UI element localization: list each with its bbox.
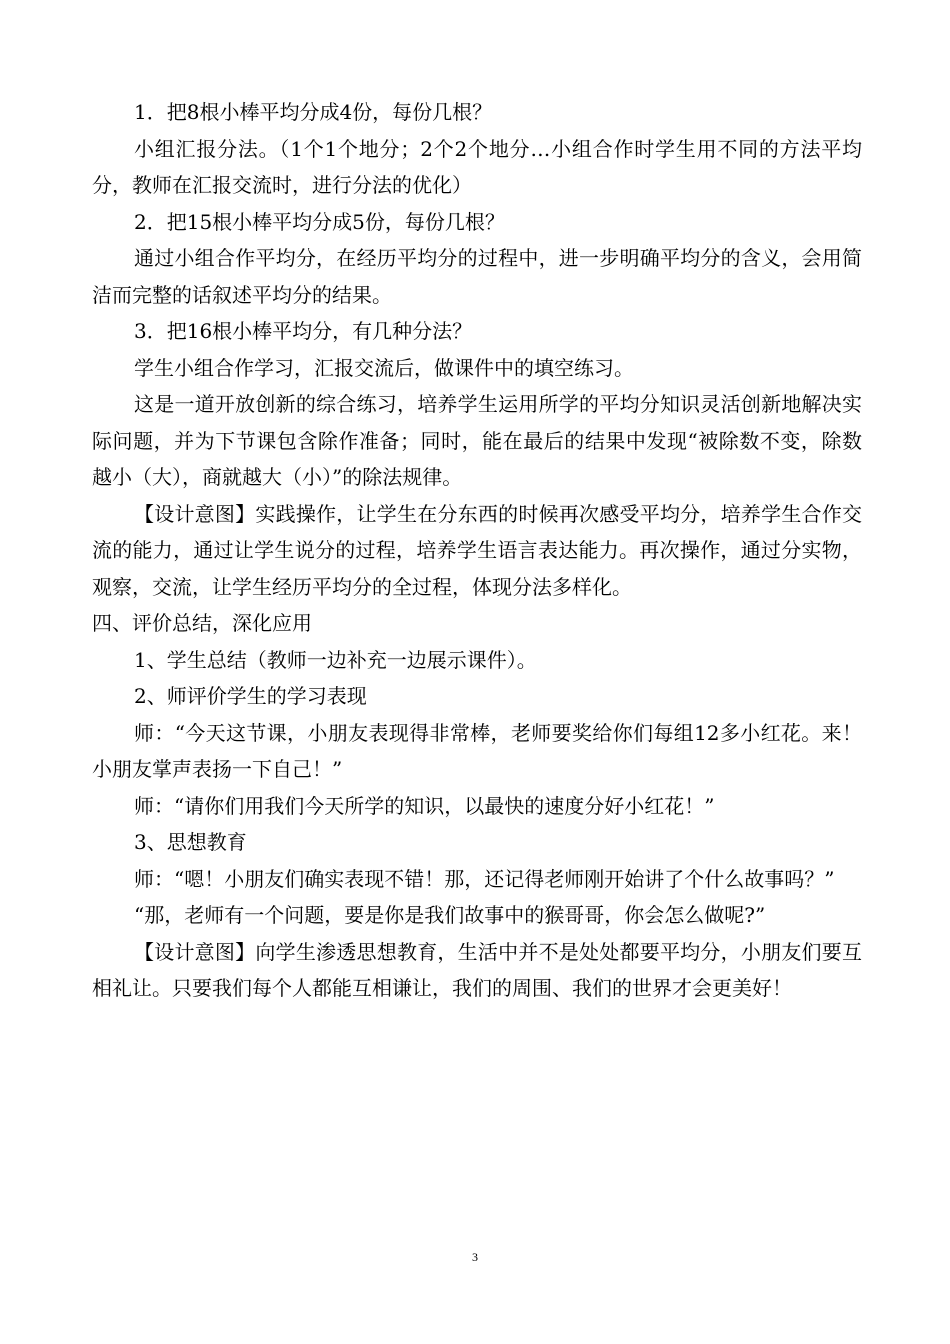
- page-number: 3: [472, 1250, 478, 1264]
- paragraph-7: 这是一道开放创新的综合练习，培养学生运用所学的平均分知识灵活创新地解决实际问题，并为下节课包含除作准备；同时，能在最后的结果中发现“被除数不变，除数越小（大），商就越大（小）”的除法规律。: [92, 392, 862, 489]
- document-body: [92, 94, 862, 1007]
- paragraph-4: 通过小组合作平均分，在经历平均分的过程中，进一步明确平均分的含义，会用简洁而完整的话叙述平均分的结果。: [92, 246, 862, 307]
- design-intent-paragraph-1: 【设计意图】实践操作，让学生在分东西的时候再次感受平均分，培养学生合作交流的能力，通过让学生说分的过程，培养学生语言表达能力。再次操作，通过分实物，观察，交流，让学生经历平均分的全过程，体现分法多样化。: [92, 501, 862, 599]
- paragraph-6: 学生小组合作学习，汇报交流后，做课件中的填空练习。: [134, 355, 634, 380]
- design-intent-paragraph-2: 【设计意图】向学生渗透思想教育，生活中并不是处处都要平均分，小朋友们要互相礼让。只要我们每个人都能互相谦让，我们的周围、我们的世界才会更美好！: [92, 939, 862, 1000]
- paragraph-1: 1．把8根小棒平均分成4份，每份几根？: [134, 100, 493, 124]
- paragraph-16: “那，老师有一个问题，要是你是我们故事中的猴哥哥，你会怎么做呢?”: [134, 903, 766, 927]
- paragraph-2: 小组汇报分法。（1个1个地分；2个2个地分…小组合作时学生用不同的方法平均分，教师在汇报交流时，进行分法的优化）: [92, 136, 862, 197]
- paragraph-5: 3．把16根小棒平均分，有几种分法？: [134, 319, 473, 343]
- paragraph-14: 3、思想教育: [134, 830, 247, 854]
- paragraph-13: 师：“请你们用我们今天所学的知识，以最快的速度分好小红花！”: [134, 793, 715, 818]
- paragraph-10: 1、学生总结（教师一边补充一边展示课件）。: [134, 647, 537, 672]
- paragraph-12: 师：“今天这节课，小朋友表现得非常棒，老师要奖给你们每组12多小红花。来！小朋友掌声表扬一下自己！”: [92, 720, 862, 781]
- paragraph-11: 2、师评价学生的学习表现: [134, 684, 367, 708]
- paragraph-3: 2．把15根小棒平均分成5份，每份几根？: [134, 209, 505, 234]
- paragraph-15: 师：“嗯！小朋友们确实表现不错！那，还记得老师刚开始讲了个什么故事吗？”: [134, 866, 835, 891]
- section-heading: 四、评价总结，深化应用: [92, 611, 312, 635]
